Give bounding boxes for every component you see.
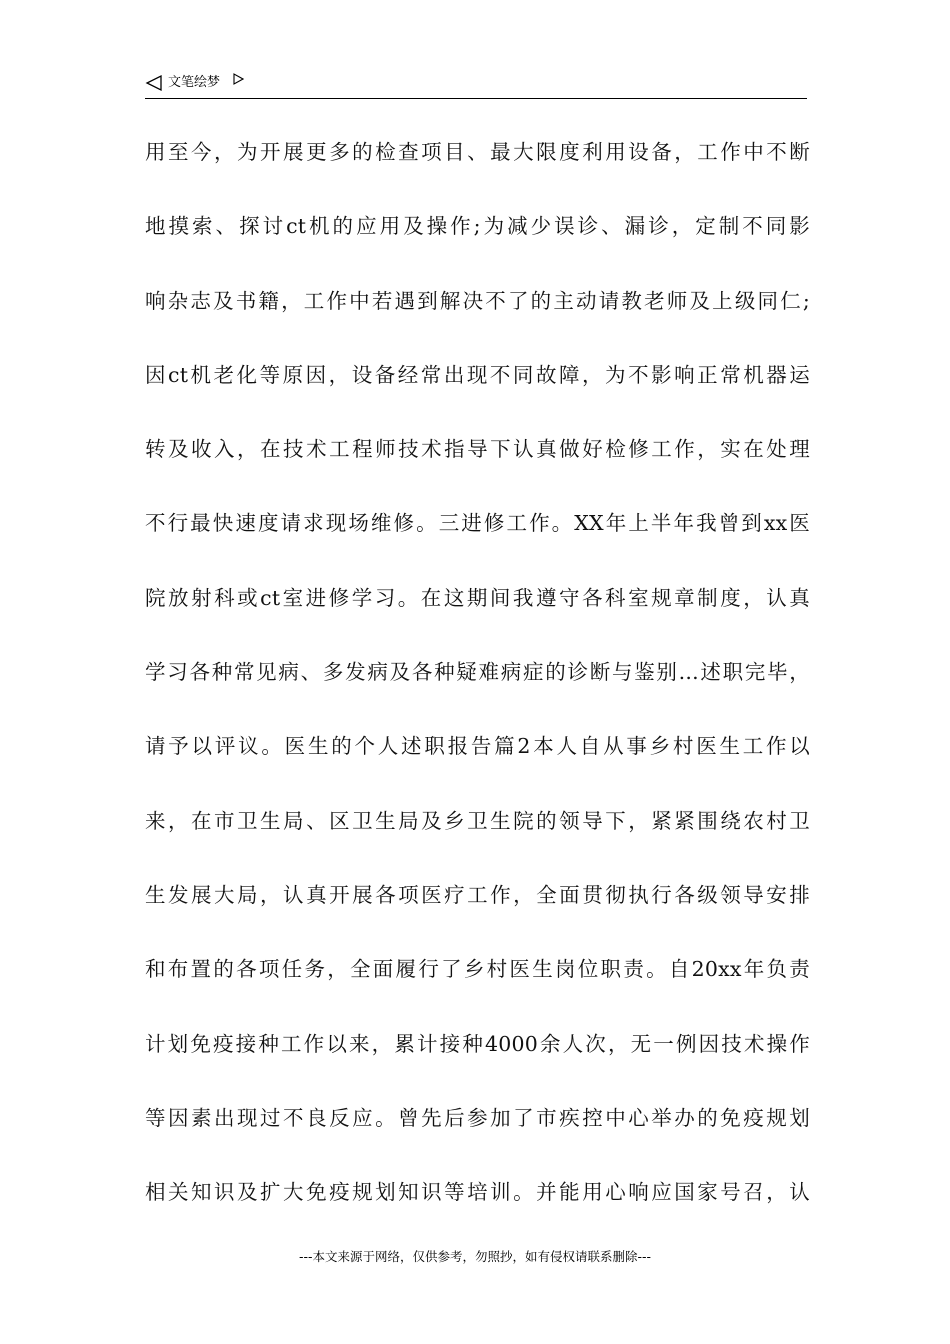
body-line: 地摸索、探讨ct机的应用及操作;为减少误诊、漏诊，定制不同影 xyxy=(145,214,810,239)
body-line: 等因素出现过不良反应。曾先后参加了市疾控中心举办的免疫规划 xyxy=(145,1105,810,1130)
body-line: 和布置的各项任务，全面履行了乡村医生岗位职责。自20xx年负责 xyxy=(145,957,810,982)
body-line: 生发展大局，认真开展各项医疗工作，全面贯彻执行各级领导安排 xyxy=(145,882,810,907)
document-body xyxy=(145,130,810,1244)
body-line: 请予以评议。医生的个人述职报告篇2本人自从事乡村医生工作以 xyxy=(145,734,810,759)
body-line: 用至今，为开展更多的检查项目、最大限度利用设备，工作中不断 xyxy=(145,140,810,164)
body-line: 来，在市卫生局、区卫生局及乡卫生院的领导下，紧紧围绕农村卫 xyxy=(145,808,810,833)
body-line: 计划免疫接种工作以来，累计接种4000余人次，无一例因技术操作 xyxy=(145,1031,810,1056)
header-title: 文笔绘梦 xyxy=(168,75,221,90)
footer-disclaimer: ---本文来源于网络，仅供参考，勿照抄，如有侵权请联系删除--- xyxy=(298,1249,652,1264)
page-header xyxy=(145,72,807,99)
triangle-left-outline-icon xyxy=(145,74,163,92)
body-line: 不行最快速度请求现场维修。三进修工作。XX年上半年我曾到xx医 xyxy=(145,511,810,536)
body-line: 学习各种常见病、多发病及各种疑难病症的诊断与鉴别...述职完毕， xyxy=(145,660,810,685)
body-line: 院放射科或ct室进修学习。在这期间我遵守各科室规章制度，认真 xyxy=(145,585,810,610)
triangle-right-outline-icon xyxy=(233,73,244,85)
body-line: 相关知识及扩大免疫规划知识等培训。并能用心响应国家号召，认 xyxy=(145,1180,810,1205)
body-line: 转及收入，在技术工程师技术指导下认真做好检修工作，实在处理 xyxy=(145,437,810,462)
body-line: 响杂志及书籍，工作中若遇到解决不了的主动请教老师及上级同仁; xyxy=(145,288,810,313)
body-line: 因ct机老化等原因，设备经常出现不同故障，为不影响正常机器运 xyxy=(145,362,810,387)
